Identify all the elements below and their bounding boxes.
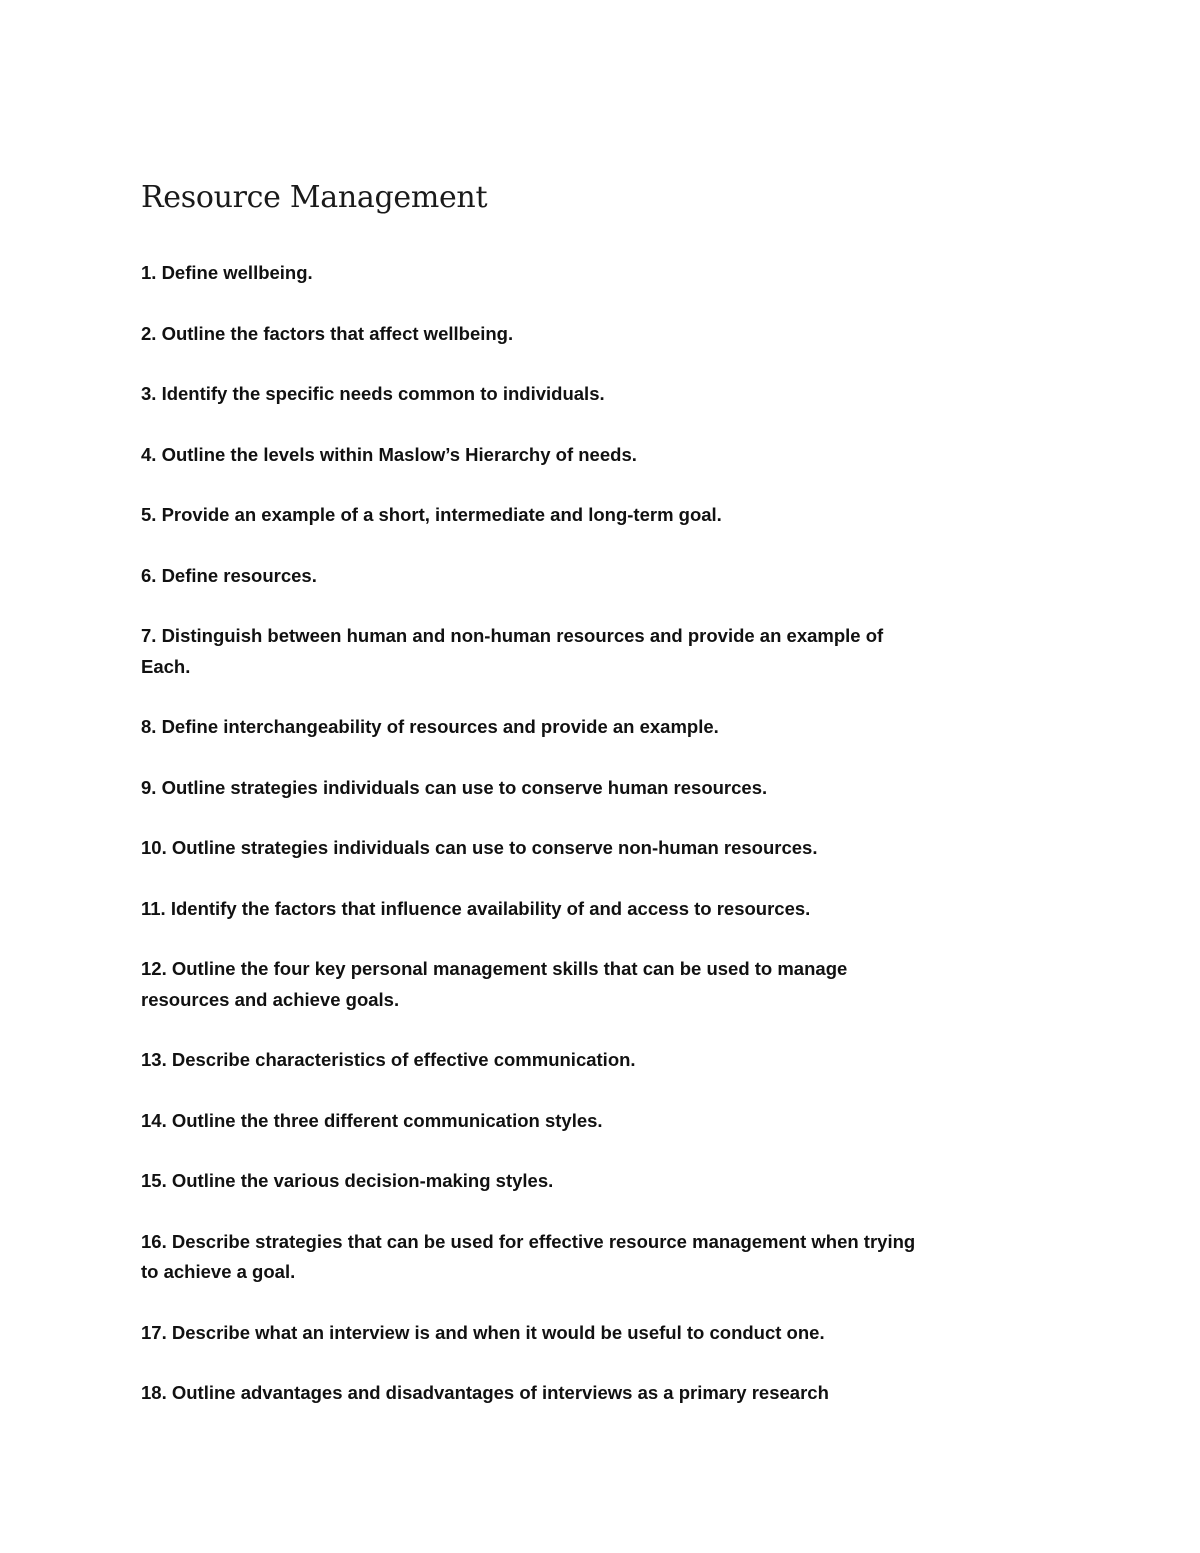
question-item: 5. Provide an example of a short, intermediate and long-term goal. — [141, 504, 722, 525]
question-item: 13. Describe characteristics of effective communication. — [141, 1049, 636, 1070]
question-item: 9. Outline strategies individuals can use to conserve human resources. — [141, 776, 768, 798]
question-item: 8. Define interchangeability of resources and provide an example. — [141, 716, 719, 737]
question-item: 6. Define resources. — [141, 564, 317, 586]
question-item: 1. Define wellbeing. — [141, 262, 313, 283]
question-item: 10. Outline strategies individuals can use to conserve non-human resources. — [141, 837, 818, 858]
question-item: 15. Outline the various decision-making styles. — [141, 1170, 554, 1191]
document-title: Resource Management — [141, 180, 488, 215]
question-item: 3. Identify the specific needs common to individuals. — [141, 383, 605, 404]
question-item: 18. Outline advantages and disadvantages of interviews as a primary research — [141, 1382, 829, 1403]
question-item: 14. Outline the three different communication styles. — [141, 1109, 603, 1131]
question-item: 12. Outline the four key personal management skills that can be used to manage resources and achieve goals. — [141, 958, 848, 1010]
question-item: 4. Outline the levels within Maslow’s Hierarchy of needs. — [141, 443, 637, 465]
question-item: 7. Distinguish between human and non-human resources and provide an example of Each. — [141, 625, 884, 677]
question-item: 2. Outline the factors that affect wellbeing. — [141, 322, 514, 344]
question-item: 11. Identify the factors that influence availability of and access to resources. — [141, 897, 811, 919]
question-item: 16. Describe strategies that can be used for effective resource management when trying to achieve a goal. — [141, 1230, 916, 1282]
question-list — [141, 258, 921, 1439]
question-item: 17. Describe what an interview is and when it would be useful to conduct one. — [141, 1321, 825, 1343]
